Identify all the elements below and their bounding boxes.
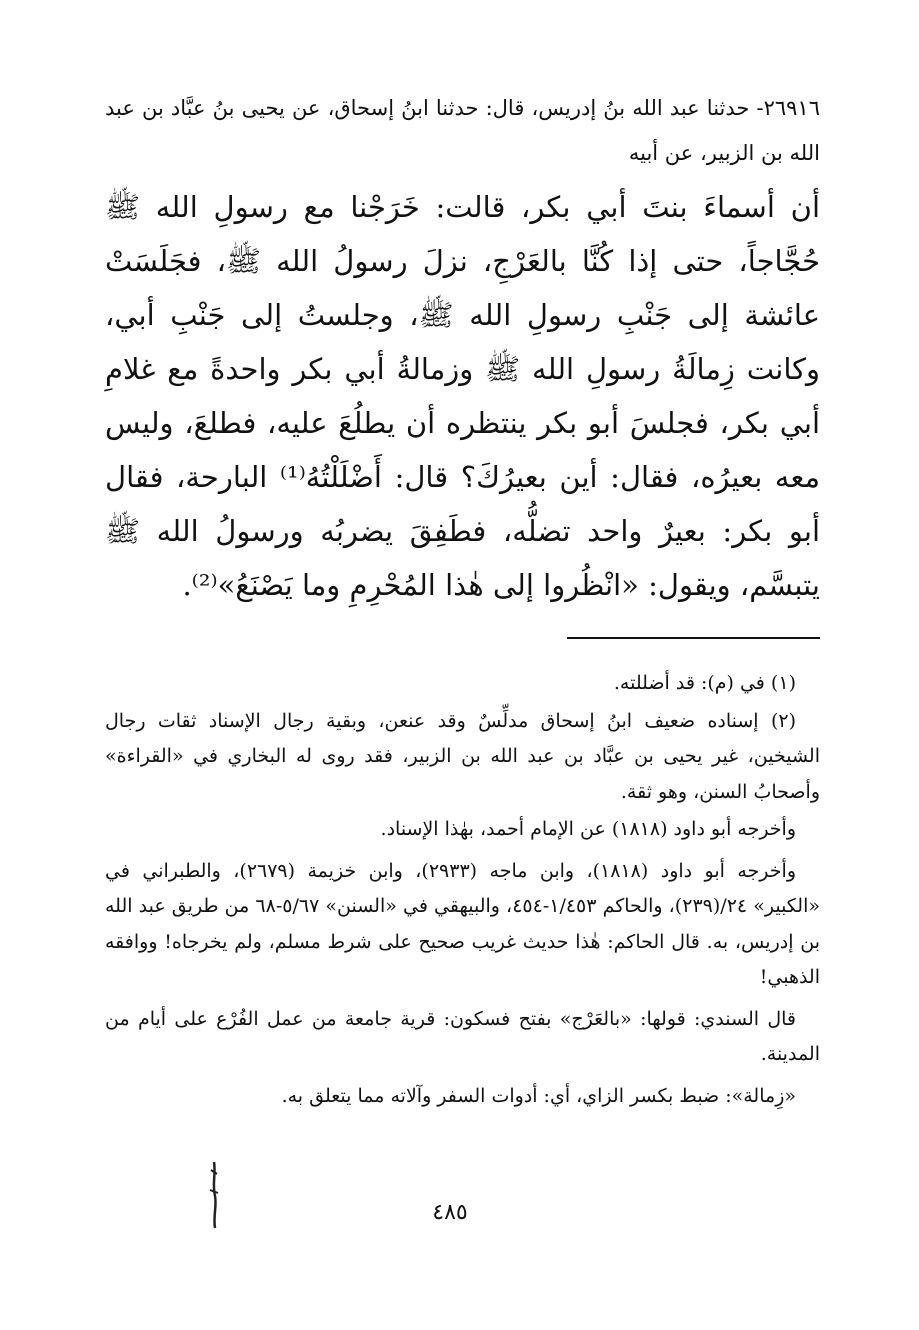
ink-smudge-mark	[206, 1160, 222, 1230]
hadith-isnad: ٢٦٩١٦- حدثنا عبد الله بنُ إدريس، قال: حدثنا ابنُ إسحاق، عن يحيى بنُ عبَّاد بن عبد الله بن الزبير، عن أبيه	[105, 96, 820, 165]
page-number: ٤٨٥	[432, 1200, 468, 1225]
footnote-2-takhrij: وأخرجه أبو داود (١٨١٨)، وابن ماجه (٢٩٣٣)، وابن خزيمة (٢٦٧٩)، والطبراني في «الكبير» ٢٤/(٢٣٩)، والحاكم ١/٤٥٣-٤٥٤، والبيهقي في «السنن» ٥/٦٧-٦٨ من طريق عبد الله بن إدريس، به. قال الحاكم: هٰذا حديث غريب صحيح على شرط مسلم، ولم يخرجاه! ووافقه الذهبي!	[105, 859, 820, 988]
footnotes	[105, 666, 820, 1116]
footnote-2-abu-dawud: وأخرجه أبو داود (١٨١٨) عن الإمام أحمد، بهٰذا الإسناد.	[380, 818, 796, 840]
footnote-1: (١) في (م): قد أضللته.	[613, 672, 796, 694]
footnote-2-zimala: «زِمالة»: ضبط بكسر الزاي، أي: أدوات السفر وآلاته مما يتعلق به.	[281, 1084, 796, 1107]
hadith-matn: أن أسماءَ بنتَ أبي بكر، قالت: خَرَجْنا مع رسولِ الله ﷺ حُجَّاجاً، حتى إذا كُنَّا بالعَرْجِ، نزلَ رسولُ الله ﷺ، فجَلَسَتْ عائشة إلى جَنْبِ رسولِ الله ﷺ، وجلستُ إلى جَنْبِ أبي، وكانت زِمالَةُ رسولِ الله ﷺ وزمالةُ أبي بكر واحدةً مع غلامِ أبي بكر، فجلسَ أبو بكر ينتظره أن يطلُعَ عليه، فطلعَ، وليس معه بعيرُه، فقال: أين بعيرُكَ؟ قال: أَضْلَلْتُهُ⁽¹⁾ البارحة، فقال أبو بكر: بعيرٌ واحد تضلُّه، فطَفِقَ يضربُه ورسولُ الله ﷺ يتبسَّم، ويقول: «انْظُروا إلى هٰذا المُحْرِمِ وما يَصْنَعُ»⁽²⁾.	[105, 190, 820, 602]
footnote-2-sindi: قال السندي: قولها: «بالعَرْج» بفتح فسكون: قرية جامعة من عمل الفُرْع على أيام من المدينة.	[105, 1007, 820, 1065]
footnote-divider	[567, 637, 820, 639]
footnote-2: (٢) إسناده ضعيف ابنُ إسحاق مدلِّسٌ وقد عنعن، وبقية رجال الإسناد ثقات رجال الشيخين، غير يحيى بن عبَّاد بن عبد الله بن الزبير، فقد روى له البخاري في «القراءة» وأصحابُ السنن، وهو ثقة.	[105, 709, 820, 803]
